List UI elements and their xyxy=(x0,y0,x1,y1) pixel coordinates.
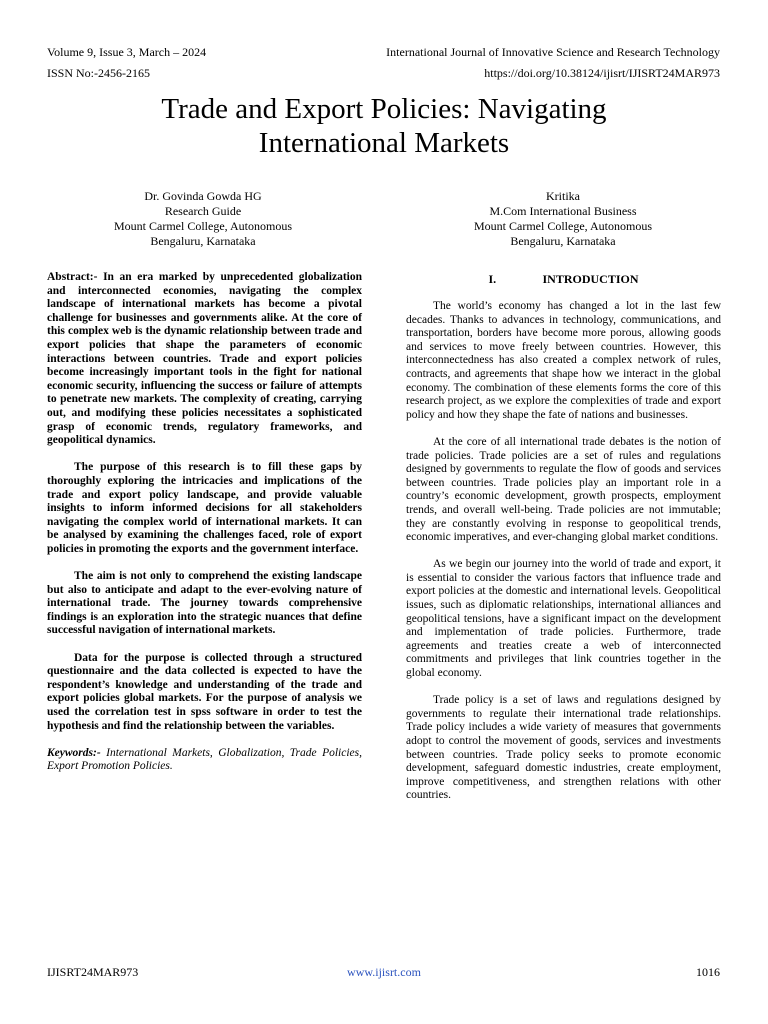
section-number: I. xyxy=(488,272,497,286)
abstract-paragraph-1 xyxy=(47,271,362,448)
author-block-1 xyxy=(53,189,353,249)
paper-title-line-1: Trade and Export Policies: Navigating xyxy=(161,93,607,125)
author-affiliation: Mount Carmel College, Autonomous xyxy=(114,219,292,233)
footer-page-number: 1016 xyxy=(696,965,720,979)
author-role: M.Com International Business xyxy=(489,204,637,218)
header-volume: Volume 9, Issue 3, March – 2024 xyxy=(47,45,207,59)
author-role: Research Guide xyxy=(164,204,242,218)
abstract-label: Abstract:- xyxy=(47,271,98,283)
keywords-text: International Markets, Globalization, Trade Policies, Export Promotion Policies. xyxy=(47,746,362,773)
intro-paragraph-1: The world’s economy has changed a lot in the last few decades. Thanks to advances in technology, communications, and transportation, borders have become more porous, allowing goods and services to move freely between countries. However, this interconnectedness has also created a complex network of rules, contracts, and agreements that shape how we interact in the global economy. The combination of these elements forms the core of this research project, as we explore the complexities of trade and export policy and how they shape the fate of nations and businesses. xyxy=(406,300,721,421)
section-heading-introduction xyxy=(406,272,721,286)
author-affiliation: Mount Carmel College, Autonomous xyxy=(474,219,652,233)
keywords xyxy=(47,747,362,774)
header-journal-name: International Journal of Innovative Science and Research Technology xyxy=(386,45,720,59)
section-title: INTRODUCTION xyxy=(542,272,639,286)
author-location: Bengaluru, Karnataka xyxy=(150,234,256,248)
footer-website-link[interactable]: www.ijisrt.com xyxy=(347,965,421,979)
right-column xyxy=(406,272,721,817)
footer-paper-id: IJISRT24MAR973 xyxy=(47,965,139,979)
author-name: Kritika xyxy=(546,189,580,203)
author-location: Bengaluru, Karnataka xyxy=(510,234,616,248)
paper-title-line-2: International Markets xyxy=(258,127,510,159)
author-block-2 xyxy=(413,189,713,249)
intro-paragraph-3: As we begin our journey into the world of trade and export, it is essential to consider the various factors that influence trade and export policies at the domestic and international levels. Geopolitical issues, such as diplomatic relationships, international alliances and geopolitical tensions, have a significant impact on the development and implementation of trade policies. Furthermore, trade agreements and treaties create a web of interconnected commitments and privileges that link countries together in the global economy. xyxy=(406,558,721,680)
intro-paragraph-4: Trade policy is a set of laws and regulations designed by governments to regulate their international trade relationships. Trade policy includes a wide variety of measures that governments adopt to control the movement of goods, services and investments between countries. Trade policy seeks to promote economic development, safeguard domestic industries, create employment, improve competitiveness, and strengthen relations with other countries. xyxy=(406,694,721,802)
author-name: Dr. Govinda Gowda HG xyxy=(144,189,262,203)
abstract-text-1: In an era marked by unprecedented globalization and interconnected economies, navigating the complex landscape of international markets has become a pivotal challenge for businesses and governments alike. At the core of this complex web is the dynamic relationship between trade and export policies that shape the parameters of economic interactions between countries. Trade and export policies become increasingly important tools in the fight for national economic security, influencing the success or failure of attempts to penetrate new markets. The complexity of creating, carrying out, and modifying these policies necessitates a sophisticated grasp of economic trends, regulatory frameworks, and geopolitical dynamics. xyxy=(47,271,363,447)
header-issn: ISSN No:-2456-2165 xyxy=(47,66,151,80)
intro-paragraph-2: At the core of all international trade debates is the notion of trade policies. Trade policies are a set of rules and regulations designed by governments to regulate the flow of goods and services between countries. Trade policies play an important role in a country’s economic development, growth prospects, employment trends, and overall well-being. Trade policies are not immutable; they are constantly evolving in response to geopolitical trends, economic imperatives, and ever-changing global market conditions. xyxy=(406,435,721,544)
paper-title xyxy=(0,92,768,160)
abstract-paragraph-4: Data for the purpose is collected through a structured questionnaire and the data collected is expected to have the respondent’s knowledge and understanding of the trade and export policies global markets. For the purpose of analysis we used the correlation test in spss software in order to test the hypothesis and find the relationship between the variables. xyxy=(47,651,362,732)
abstract-paragraph-2: The purpose of this research is to fill these gaps by thoroughly exploring the intricacies and implications of the trade and export policy landscape, and provide valuable insights to inform informed decisions for all stakeholders navigating the complex world of international markets. It can be analysed by examining the challenges faced, role of export policies in promoting the exports and the government interface. xyxy=(47,461,362,555)
abstract-paragraph-3: The aim is not only to comprehend the existing landscape but also to anticipate and adapt to the ever-evolving nature of international trade. The journey towards comprehensive findings is an exploration into the strategic nuances that define successful navigation of international markets. xyxy=(47,570,362,637)
left-column xyxy=(47,271,362,788)
keywords-label: Keywords:- xyxy=(47,746,101,759)
header-doi-link[interactable]: https://doi.org/10.38124/ijisrt/IJISRT24MAR973 xyxy=(484,66,720,80)
